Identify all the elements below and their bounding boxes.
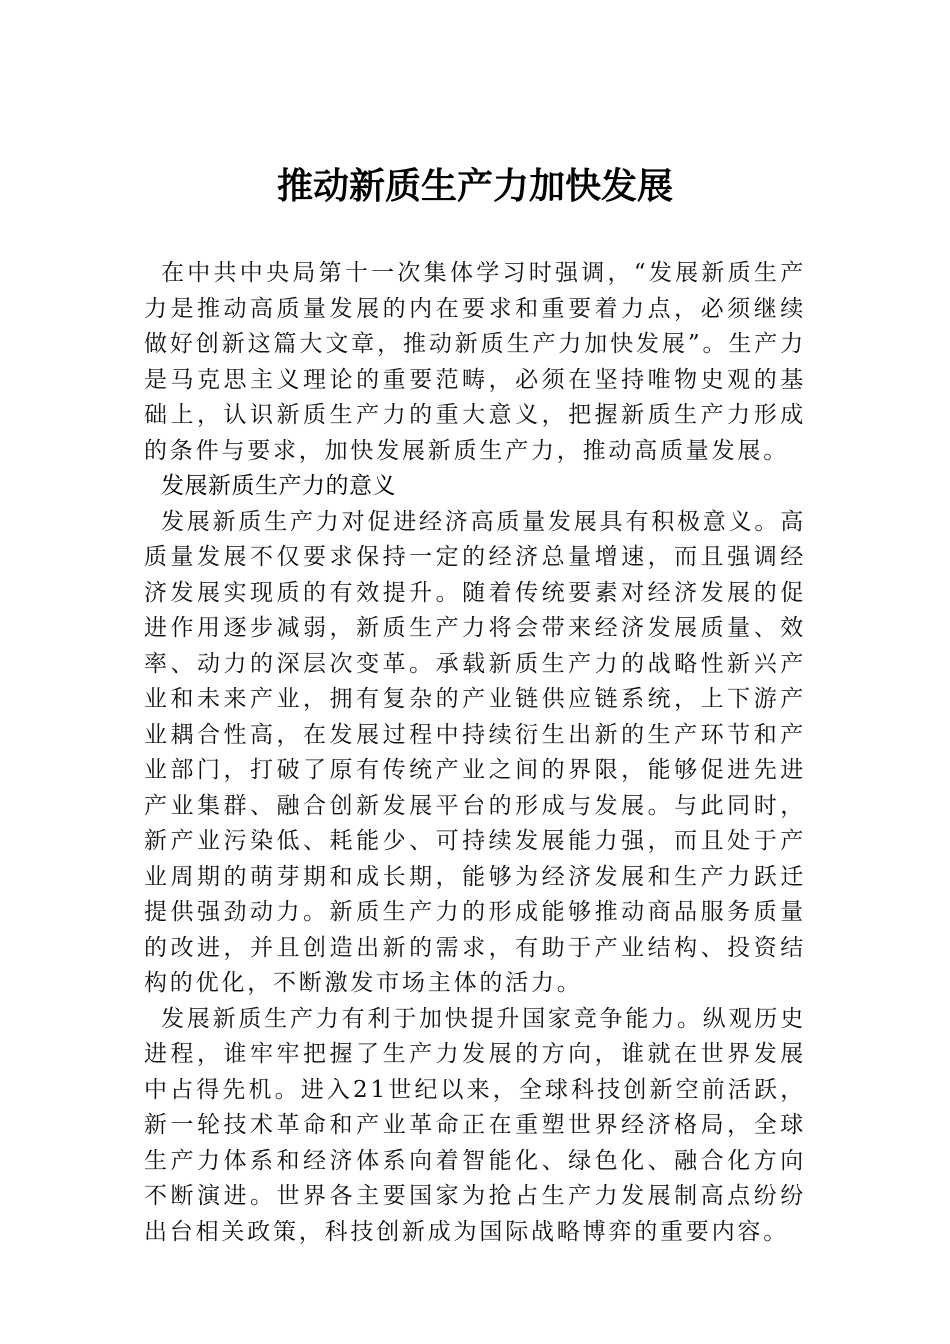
body-paragraph-2: 发展新质生产力有利于加快提升国家竞争能力。纵观历史进程，谁牢牢把握了生产力发展的方向，谁就在世界发展中占得先机。进入21世纪以来，全球科技创新空前活跃，新一轮技术革命和产业革命正在重塑世界经济格局，全球生产力体系和经济体系向着智能化、绿色化、融合化方向不断演进。世界各主要国家为抢占生产力发展制高点纷纷出台相关政策，科技创新成为国际战略博弈的重要内容。 bbox=[144, 1005, 806, 1245]
document-title: 推动新质生产力加快发展 bbox=[276, 165, 673, 207]
section-heading: 发展新质生产力的意义 bbox=[161, 473, 396, 499]
intro-paragraph: 在中共中央局第十一次集体学习时强调，“发展新质生产力是推动高质量发展的内在要求和重要着力点，必须继续做好创新这篇大文章，推动新质生产力加快发展”。生产力是马克思主义理论的重要范畴，必须在坚持唯物史观的基础上，认识新质生产力的重大意义，把握新质生产力形成的条件与要求，加快发展新质生产力，推动高质量发展。 bbox=[144, 260, 806, 464]
document-body bbox=[144, 256, 806, 1250]
body-paragraph-1: 发展新质生产力对促进经济高质量发展具有积极意义。高质量发展不仅要求保持一定的经济总量增速，而且强调经济发展实现质的有效提升。随着传统要素对经济发展的促进作用逐步减弱，新质生产力将会带来经济发展质量、效率、动力的深层次变革。承载新质生产力的战略性新兴产业和未来产业，拥有复杂的产业链供应链系统，上下游产业耦合性高，在发展过程中持续衍生出新的生产环节和产业部门，打破了原有传统产业之间的界限，能够促进先进产业集群、融合创新发展平台的形成与发展。与此同时，新产业污染低、耗能少、可持续发展能力强，而且处于产业周期的萌芽期和成长期，能够为经济发展和生产力跃迁提供强劲动力。新质生产力的形成能够推动商品服务质量的改进，并且创造出新的需求，有助于产业结构、投资结构的优化，不断激发市场主体的活力。 bbox=[144, 508, 806, 996]
